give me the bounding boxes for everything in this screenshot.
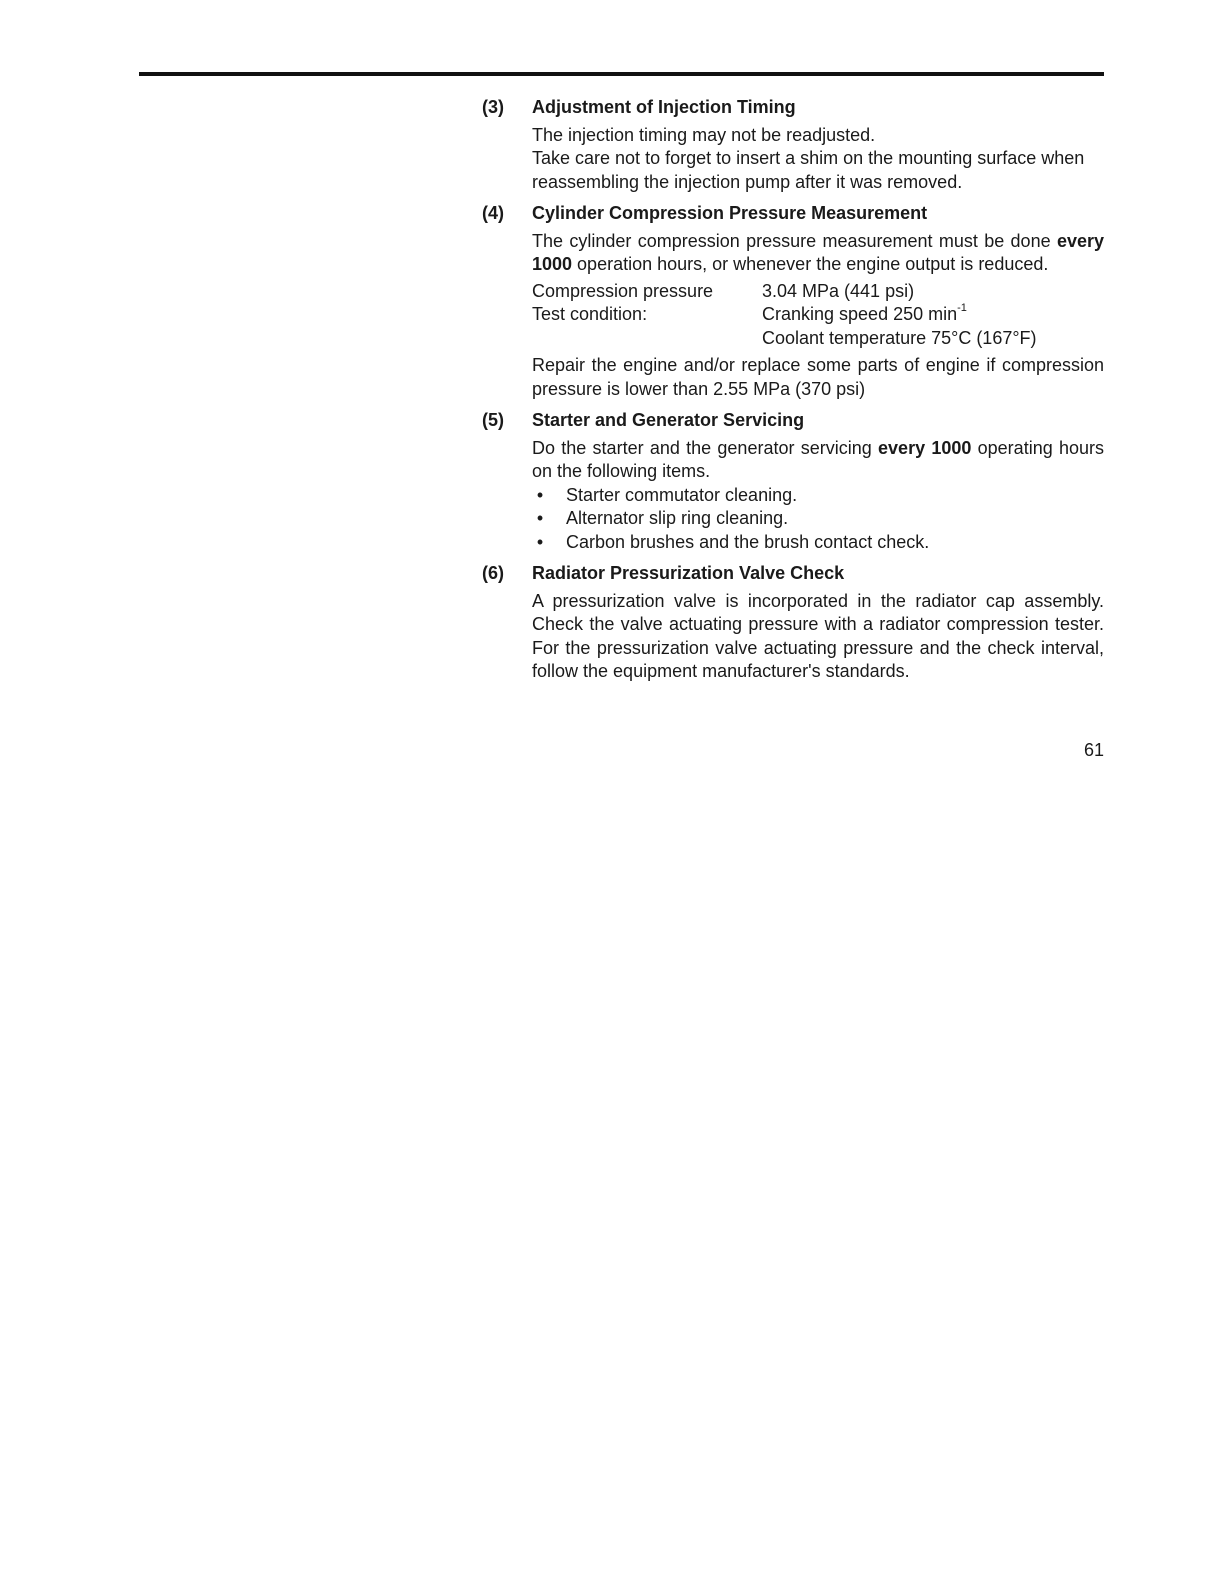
bullet-icon: •: [536, 531, 544, 552]
spec-table: [532, 280, 1104, 351]
bullet-icon: •: [536, 508, 544, 528]
top-rule: [139, 72, 1104, 76]
spec-label: Test condition:: [532, 304, 648, 324]
section-radiator-valve: [482, 562, 1104, 684]
section-number: (6): [482, 563, 504, 583]
emphasis: every 1000: [878, 437, 972, 458]
section-heading: Cylinder Compression Pressure Measurement: [532, 203, 928, 223]
list-item-text: Alternator slip ring cleaning.: [566, 508, 789, 528]
page-number: 61: [1083, 740, 1104, 760]
paragraph: [532, 230, 1104, 277]
emphasis: every 1000: [532, 230, 1104, 274]
list-item-text: Carbon brushes and the brush contact check.: [566, 531, 930, 552]
section-heading: Radiator Pressurization Valve Check: [532, 563, 845, 583]
section-number: (5): [482, 410, 504, 430]
superscript: -1: [957, 302, 967, 314]
section-starter-generator: [482, 409, 1104, 554]
text-run: Cranking speed 250 min: [762, 304, 958, 324]
paragraph: Repair the engine and/or replace some parts of engine if compression pressure is lower than 2.55 MPa (370 psi): [532, 355, 1104, 399]
text-run: operation hours, or whenever the engine output is reduced.: [572, 254, 1049, 274]
section-injection-timing: [482, 96, 1104, 194]
spec-row: [532, 303, 1104, 350]
section-compression-pressure: [482, 202, 1104, 401]
text-run: The cylinder compression pressure measurement must be done: [532, 230, 1057, 251]
paragraph: Take care not to forget to insert a shim on the mounting surface when reassembling the injection pump after it was removed.: [532, 148, 1085, 192]
paragraph: [532, 437, 1104, 484]
spec-label: Compression pressure: [532, 280, 714, 301]
section-number: (4): [482, 203, 504, 223]
text-run: operating hours on the following items.: [532, 437, 1105, 481]
list-item: [532, 531, 1104, 555]
bullet-list: [532, 484, 1104, 555]
section-heading: Adjustment of Injection Timing: [532, 97, 796, 117]
section-number: (3): [482, 97, 504, 117]
spec-value: Coolant temperature 75°C (167°F): [762, 327, 1037, 348]
spec-value: 3.04 MPa (441 psi): [762, 280, 915, 301]
paragraph: The injection timing may not be readjusted.: [532, 124, 876, 145]
section-heading: Starter and Generator Servicing: [532, 410, 805, 430]
spec-row: [532, 280, 1104, 304]
page-content: [482, 96, 1104, 692]
bullet-icon: •: [536, 484, 544, 505]
spec-value-group: [762, 303, 1104, 350]
paragraph: A pressurization valve is incorporated in the radiator cap assembly. Check the valve actuating pressure with a radiator compression tester. For the pressurization valve actuating pressure and the check interval, follow the equipment manufacturer's standards.: [532, 590, 1104, 681]
list-item: [532, 507, 1104, 531]
spec-value: [762, 303, 1104, 327]
list-item-text: Starter commutator cleaning.: [566, 484, 798, 505]
list-item: [532, 484, 1104, 508]
text-run: Do the starter and the generator servicing: [532, 437, 879, 458]
